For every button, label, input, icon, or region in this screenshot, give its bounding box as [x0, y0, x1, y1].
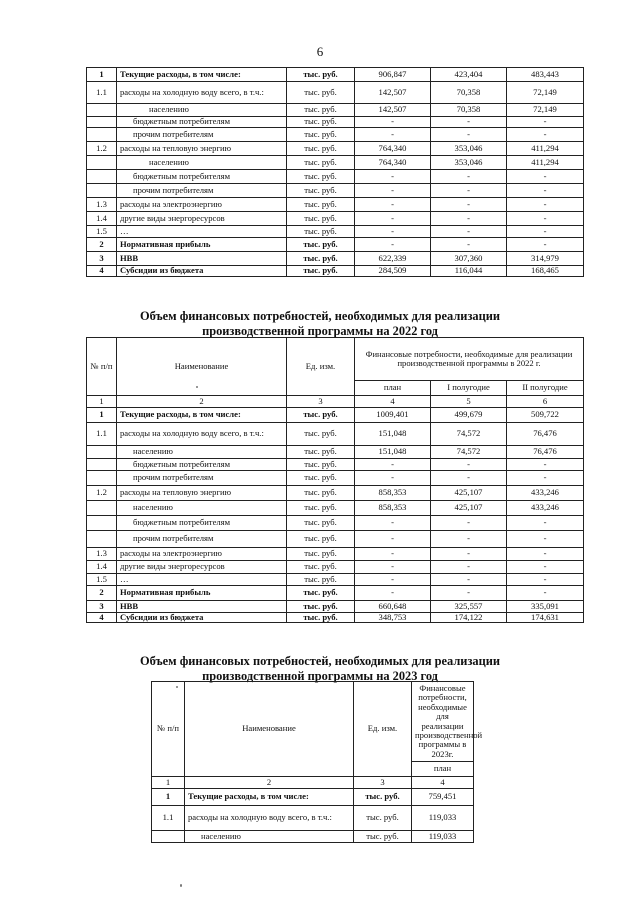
row-unit-cell: тыс. руб. — [287, 471, 355, 486]
row-number-cell — [87, 170, 117, 184]
row-value-cell: 858,353 — [355, 501, 431, 516]
row-name-cell: … — [117, 226, 287, 238]
row-value-cell: - — [431, 586, 507, 601]
row-number-cell: 1.2 — [87, 142, 117, 156]
row-unit-cell: тыс. руб. — [287, 117, 355, 128]
row-number-cell: 1.1 — [87, 82, 117, 104]
row-unit-cell: тыс. руб. — [287, 142, 355, 156]
row-unit-cell: тыс. руб. — [287, 459, 355, 471]
row-value-cell: - — [355, 459, 431, 471]
row-value-cell: - — [431, 238, 507, 252]
row-name-cell: Нормативная прибыль — [117, 238, 287, 252]
row-number-cell: 1.4 — [87, 561, 117, 574]
row-value-cell: - — [507, 531, 584, 548]
row-unit-cell: тыс. руб. — [287, 408, 355, 423]
index-cell: 4 — [355, 396, 431, 408]
table-row — [152, 789, 474, 806]
row-value-cell: 906,847 — [355, 68, 431, 82]
row-name-cell: другие виды энергоресурсов — [117, 212, 287, 226]
index-cell: 2 — [185, 777, 354, 789]
row-name-cell: населению — [185, 831, 354, 843]
table-row — [87, 574, 584, 586]
row-value-cell: - — [355, 548, 431, 561]
row-name-cell: прочим потребителям — [117, 471, 287, 486]
row-value-cell: - — [507, 471, 584, 486]
row-value-cell: 858,353 — [355, 486, 431, 501]
row-number-cell — [87, 156, 117, 170]
row-number-cell: 1.1 — [87, 423, 117, 446]
table-row — [87, 471, 584, 486]
table-row — [87, 68, 584, 82]
row-value-cell: - — [355, 212, 431, 226]
row-number-cell: 4 — [87, 613, 117, 623]
row-value-cell: 425,107 — [431, 501, 507, 516]
row-value-cell: - — [507, 212, 584, 226]
row-unit-cell: тыс. руб. — [354, 789, 412, 806]
row-name-cell: бюджетным потребителям — [117, 459, 287, 471]
row-name-cell: расходы на тепловую энергию — [117, 142, 287, 156]
row-value-cell: - — [431, 531, 507, 548]
row-name-cell: расходы на тепловую энергию — [117, 486, 287, 501]
row-value-cell: - — [431, 117, 507, 128]
row-unit-cell: тыс. руб. — [287, 198, 355, 212]
row-value-cell: - — [355, 574, 431, 586]
row-unit-cell: тыс. руб. — [287, 423, 355, 446]
row-number-cell — [87, 531, 117, 548]
header-financial-needs: Финансовые потребности, необходимые для реализации производственной программы в 2023г. — [412, 682, 474, 762]
row-name-cell: Нормативная прибыль — [117, 586, 287, 601]
row-value-cell: 433,246 — [507, 486, 584, 501]
row-number-cell: 1.5 — [87, 226, 117, 238]
row-value-cell: 174,122 — [431, 613, 507, 623]
index-cell: 6 — [507, 396, 584, 408]
row-value-cell: - — [431, 561, 507, 574]
row-value-cell: - — [355, 170, 431, 184]
table-row — [87, 226, 584, 238]
table-row — [87, 117, 584, 128]
row-number-cell: 1.2 — [87, 486, 117, 501]
row-name-cell: населению — [117, 104, 287, 117]
row-name-cell: расходы на электроэнергию — [117, 198, 287, 212]
table-2021-body — [87, 68, 584, 277]
row-value-cell: - — [355, 117, 431, 128]
row-name-cell: населению — [117, 446, 287, 459]
row-value-cell: - — [507, 586, 584, 601]
row-unit-cell: тыс. руб. — [287, 156, 355, 170]
table-row — [87, 238, 584, 252]
row-name-cell: Текущие расходы, в том числе: — [185, 789, 354, 806]
row-unit-cell: тыс. руб. — [287, 613, 355, 623]
row-unit-cell: тыс. руб. — [287, 601, 355, 613]
row-value-cell: - — [355, 184, 431, 198]
row-value-cell: 70,358 — [431, 82, 507, 104]
row-value-cell: 411,294 — [507, 142, 584, 156]
row-value-cell: - — [507, 561, 584, 574]
row-value-cell: - — [355, 516, 431, 531]
row-value-cell: - — [431, 226, 507, 238]
row-value-cell: - — [355, 586, 431, 601]
index-cell: 3 — [287, 396, 355, 408]
row-value-cell: - — [355, 128, 431, 142]
row-value-cell: 119,033 — [412, 806, 474, 831]
row-value-cell: - — [431, 198, 507, 212]
scan-speck — [196, 386, 198, 388]
row-number-cell: 1.5 — [87, 574, 117, 586]
row-name-cell: расходы на холодную воду всего, в т.ч.: — [185, 806, 354, 831]
row-value-cell: - — [431, 170, 507, 184]
row-value-cell: 307,360 — [431, 252, 507, 266]
row-value-cell: 499,679 — [431, 408, 507, 423]
row-unit-cell: тыс. руб. — [287, 561, 355, 574]
row-value-cell: - — [355, 198, 431, 212]
row-number-cell: 1.1 — [152, 806, 185, 831]
row-value-cell: 142,507 — [355, 104, 431, 117]
row-number-cell — [87, 446, 117, 459]
row-value-cell: 335,091 — [507, 601, 584, 613]
row-unit-cell: тыс. руб. — [287, 531, 355, 548]
table-row — [87, 601, 584, 613]
page-number: 6 — [316, 44, 324, 59]
row-value-cell: - — [431, 459, 507, 471]
index-cell: 3 — [354, 777, 412, 789]
header-second-half: II полугодие — [507, 381, 584, 396]
title-2022 — [0, 309, 640, 339]
row-value-cell: - — [431, 184, 507, 198]
row-value-cell: 72,149 — [507, 104, 584, 117]
row-number-cell — [87, 104, 117, 117]
row-value-cell: - — [507, 226, 584, 238]
row-value-cell: 74,572 — [431, 423, 507, 446]
row-name-cell: населению — [117, 156, 287, 170]
row-number-cell — [87, 471, 117, 486]
table-row — [87, 184, 584, 198]
row-name-cell: Текущие расходы, в том числе: — [117, 408, 287, 423]
row-value-cell: - — [431, 471, 507, 486]
row-unit-cell: тыс. руб. — [287, 548, 355, 561]
table-row — [87, 104, 584, 117]
table-row — [87, 170, 584, 184]
header-name: Наименование — [117, 338, 287, 396]
row-value-cell: - — [355, 561, 431, 574]
row-number-cell: 1.4 — [87, 212, 117, 226]
row-number-cell — [87, 459, 117, 471]
title-2023 — [0, 654, 640, 684]
row-value-cell: 622,339 — [355, 252, 431, 266]
table-2023 — [151, 681, 483, 843]
header-name: Наименование — [185, 682, 354, 777]
row-name-cell: НВВ — [117, 601, 287, 613]
row-number-cell — [87, 128, 117, 142]
row-value-cell: 764,340 — [355, 156, 431, 170]
row-value-cell: 76,476 — [507, 423, 584, 446]
table-2021-continued — [86, 67, 584, 277]
header-financial-needs: Финансовые потребности, необходимые для реализации производственной программы в 2022 г. — [355, 338, 584, 381]
index-cell: 4 — [412, 777, 474, 789]
row-unit-cell: тыс. руб. — [287, 82, 355, 104]
table-2023-body — [152, 789, 474, 843]
header-plan: план — [412, 762, 474, 777]
row-value-cell: 142,507 — [355, 82, 431, 104]
table-2023-header — [152, 682, 483, 789]
row-name-cell: бюджетным потребителям — [117, 170, 287, 184]
row-name-cell: бюджетным потребителям — [117, 117, 287, 128]
row-name-cell: другие виды энергоресурсов — [117, 561, 287, 574]
row-value-cell: 348,753 — [355, 613, 431, 623]
row-value-cell: 353,046 — [431, 142, 507, 156]
row-value-cell: - — [507, 548, 584, 561]
row-value-cell: - — [355, 238, 431, 252]
row-value-cell: 433,246 — [507, 501, 584, 516]
row-value-cell: 284,509 — [355, 266, 431, 277]
row-unit-cell: тыс. руб. — [287, 586, 355, 601]
row-value-cell: 74,572 — [431, 446, 507, 459]
row-value-cell: - — [355, 471, 431, 486]
row-name-cell: прочим потребителям — [117, 184, 287, 198]
row-value-cell: 483,443 — [507, 68, 584, 82]
row-number-cell: 3 — [87, 601, 117, 613]
row-unit-cell: тыс. руб. — [354, 806, 412, 831]
index-cell: 1 — [152, 777, 185, 789]
row-number-cell — [87, 516, 117, 531]
row-name-cell: Субсидии из бюджета — [117, 266, 287, 277]
row-value-cell: 116,044 — [431, 266, 507, 277]
table-2022-header — [87, 338, 584, 408]
table-row — [87, 586, 584, 601]
row-name-cell: расходы на холодную воду всего, в т.ч.: — [117, 423, 287, 446]
row-value-cell: 151,048 — [355, 446, 431, 459]
row-name-cell: расходы на электроэнергию — [117, 548, 287, 561]
table-row — [87, 212, 584, 226]
row-value-cell: - — [431, 128, 507, 142]
row-unit-cell: тыс. руб. — [287, 128, 355, 142]
row-name-cell: НВВ — [117, 252, 287, 266]
row-number-cell: 3 — [87, 252, 117, 266]
header-number: № п/п — [87, 338, 117, 396]
row-unit-cell: тыс. руб. — [287, 501, 355, 516]
row-unit-cell: тыс. руб. — [287, 184, 355, 198]
row-value-cell: 411,294 — [507, 156, 584, 170]
row-number-cell: 4 — [87, 266, 117, 277]
table-row — [87, 423, 584, 446]
row-number-cell — [87, 184, 117, 198]
table-row — [87, 252, 584, 266]
row-value-cell: - — [507, 238, 584, 252]
table-row — [87, 613, 584, 623]
row-value-cell: - — [507, 128, 584, 142]
row-unit-cell: тыс. руб. — [287, 170, 355, 184]
header-unit: Ед. изм. — [354, 682, 412, 777]
row-value-cell: 325,557 — [431, 601, 507, 613]
table-row — [87, 561, 584, 574]
row-value-cell: - — [507, 117, 584, 128]
row-value-cell: - — [355, 531, 431, 548]
table-row — [87, 82, 584, 104]
row-value-cell: 353,046 — [431, 156, 507, 170]
row-value-cell: 70,358 — [431, 104, 507, 117]
row-name-cell: прочим потребителям — [117, 531, 287, 548]
row-number-cell: 1 — [87, 408, 117, 423]
row-number-cell: 1 — [152, 789, 185, 806]
row-value-cell: - — [431, 212, 507, 226]
row-value-cell: 168,465 — [507, 266, 584, 277]
row-value-cell: 314,979 — [507, 252, 584, 266]
row-unit-cell: тыс. руб. — [287, 574, 355, 586]
row-number-cell — [152, 831, 185, 843]
table-row — [87, 501, 584, 516]
table-row — [87, 459, 584, 471]
row-value-cell: 72,149 — [507, 82, 584, 104]
row-unit-cell: тыс. руб. — [287, 252, 355, 266]
table-row — [87, 142, 584, 156]
table-row — [87, 156, 584, 170]
row-name-cell: расходы на холодную воду всего, в т.ч.: — [117, 82, 287, 104]
row-number-cell: 2 — [87, 238, 117, 252]
row-value-cell: 174,631 — [507, 613, 584, 623]
row-unit-cell: тыс. руб. — [287, 238, 355, 252]
row-value-cell: - — [431, 516, 507, 531]
row-name-cell: прочим потребителям — [117, 128, 287, 142]
row-unit-cell: тыс. руб. — [287, 266, 355, 277]
row-value-cell: 119,033 — [412, 831, 474, 843]
row-value-cell: - — [507, 459, 584, 471]
row-value-cell: 425,107 — [431, 486, 507, 501]
row-name-cell: … — [117, 574, 287, 586]
table-row — [87, 548, 584, 561]
title-2023-line2: производственной программы на 2023 год — [202, 668, 438, 683]
row-number-cell: 1.3 — [87, 198, 117, 212]
row-value-cell: 151,048 — [355, 423, 431, 446]
row-unit-cell: тыс. руб. — [287, 446, 355, 459]
row-number-cell — [87, 501, 117, 516]
row-name-cell: бюджетным потребителям — [117, 516, 287, 531]
table-row — [87, 531, 584, 548]
header-number: № п/п — [152, 682, 185, 777]
row-number-cell: 1.3 — [87, 548, 117, 561]
row-value-cell: - — [507, 574, 584, 586]
title-2022-line1: Объем финансовых потребностей, необходимых для реализации — [139, 309, 501, 323]
row-unit-cell: тыс. руб. — [287, 486, 355, 501]
row-unit-cell: тыс. руб. — [287, 104, 355, 117]
row-value-cell: - — [431, 548, 507, 561]
table-row — [87, 446, 584, 459]
table-row — [152, 806, 474, 831]
table-2022 — [86, 337, 584, 623]
row-value-cell: 1009,401 — [355, 408, 431, 423]
row-unit-cell: тыс. руб. — [287, 516, 355, 531]
table-row — [87, 486, 584, 501]
row-value-cell: - — [507, 516, 584, 531]
row-unit-cell: тыс. руб. — [354, 831, 412, 843]
row-value-cell: 423,404 — [431, 68, 507, 82]
scan-speck — [180, 884, 182, 887]
row-value-cell: - — [355, 226, 431, 238]
index-cell: 2 — [117, 396, 287, 408]
row-number-cell — [87, 117, 117, 128]
title-2022-line2: производственной программы на 2022 год — [202, 323, 438, 338]
row-unit-cell: тыс. руб. — [287, 226, 355, 238]
row-value-cell: 759,451 — [412, 789, 474, 806]
row-name-cell: Текущие расходы, в том числе: — [117, 68, 287, 82]
row-name-cell: населению — [117, 501, 287, 516]
row-value-cell: - — [507, 170, 584, 184]
row-name-cell: Субсидии из бюджета — [117, 613, 287, 623]
table-row — [152, 831, 474, 843]
row-number-cell: 1 — [87, 68, 117, 82]
table-row — [87, 198, 584, 212]
scan-speck — [176, 686, 178, 688]
row-value-cell: 509,722 — [507, 408, 584, 423]
row-unit-cell: тыс. руб. — [287, 212, 355, 226]
row-value-cell: 76,476 — [507, 446, 584, 459]
header-unit: Ед. изм. — [287, 338, 355, 396]
table-row — [87, 516, 584, 531]
index-cell: 1 — [87, 396, 117, 408]
table-row — [87, 128, 584, 142]
row-value-cell: - — [507, 184, 584, 198]
row-value-cell: - — [507, 198, 584, 212]
title-2023-line1: Объем финансовых потребностей, необходимых для реализации — [139, 654, 501, 668]
row-value-cell: - — [431, 574, 507, 586]
index-cell: 5 — [431, 396, 507, 408]
header-first-half: I полугодие — [431, 381, 507, 396]
header-plan: план — [355, 381, 431, 396]
row-number-cell: 2 — [87, 586, 117, 601]
table-2022-body — [87, 408, 584, 623]
table-row — [87, 266, 584, 277]
table-row — [87, 408, 584, 423]
row-value-cell: 764,340 — [355, 142, 431, 156]
row-value-cell: 660,648 — [355, 601, 431, 613]
row-unit-cell: тыс. руб. — [287, 68, 355, 82]
